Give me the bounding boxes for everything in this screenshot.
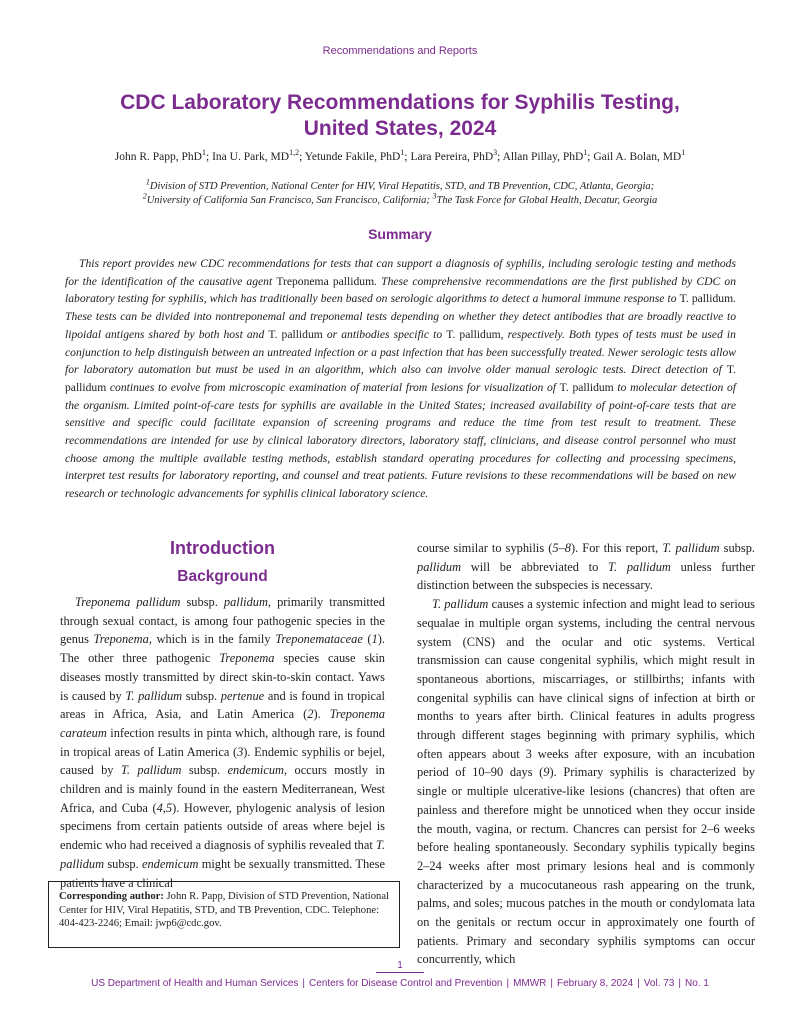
affiliation-2-marker: 2: [142, 191, 147, 200]
text-segment: endemicum: [227, 763, 284, 778]
page-number: 1: [397, 960, 403, 971]
text-segment: subsp.: [180, 595, 224, 609]
text-segment: T. pallidum: [120, 763, 182, 778]
text-segment: subsp.: [182, 688, 221, 703]
corresponding-author-label: Corresponding author:: [59, 891, 164, 902]
text-segment: 5–8: [552, 541, 571, 555]
background-paragraph-2: [417, 595, 755, 969]
text-segment: course similar to syphilis (: [417, 541, 553, 555]
text-segment: T. pallidum: [432, 597, 489, 612]
summary-segment: T. pallidum: [679, 292, 734, 306]
text-segment: subsp.: [181, 763, 228, 778]
text-segment: pertenue: [220, 688, 265, 703]
text-segment: Treponema,: [93, 632, 152, 647]
affiliation-1: Division of STD Prevention, National Center for HIV, Viral Hepatitis, STD, and TB Prevention, CDC, Atlanta, Georgia;: [149, 181, 655, 192]
author-affiliation-marker: 3: [493, 148, 498, 158]
text-segment: 4: [156, 800, 163, 815]
author-affiliation-marker: 1: [202, 148, 206, 158]
background-paragraph-1: [60, 593, 385, 892]
text-segment: T. pallidum: [608, 559, 671, 574]
right-column: [417, 535, 755, 969]
background-heading: Background: [177, 568, 268, 585]
author-affiliation-marker: 1,2: [289, 148, 300, 158]
text-segment: Treponemataceae: [275, 632, 363, 647]
text-segment: (: [362, 632, 372, 647]
text-segment: ). Primary syphilis is characterized by single or multiple ulcerative-like lesions (chancres) that often are painless and therefore might be unnoticed when they occur inside the mouth, vagina, or rectum. Chancres can persist for 2–6 weeks before healing spontaneously. Secondary syphilis typically begins 2–24 weeks after most primary lesions heal and is commonly characterized by a mucocutaneous rash appearing on the trunk, palms, and soles; mucous patches in the mouth or condylomata lata on the genitals or rectum occur in approximately one fourth of patients. Primary and secondary syphilis symptoms can occur concurrently, which: [417, 765, 755, 967]
series-label: Recommendations and Reports: [322, 45, 478, 57]
footer-separator: |: [637, 978, 640, 989]
summary-segment: . These tests can be divided into nontreponemal and treponemal tests depending on whether they detect antibodies that are broadly reactive to lipoidal antigens shared by both host and: [65, 292, 736, 341]
text-segment: might be sexually transmitted. These patients have a clinical: [60, 856, 385, 890]
summary-text: [65, 255, 736, 503]
affiliation-3: The Task Force for Global Health, Decatur, Georgia: [436, 194, 658, 206]
footer-separator: |: [550, 978, 554, 989]
text-segment: , occurs mostly in children and is mainly found in the eastern Mediterranean, West Africa, and Cuba (: [60, 763, 385, 815]
text-segment: pallidum,: [223, 595, 272, 609]
text-segment: T. pallidum: [125, 688, 183, 703]
text-segment: will be abbreviated to: [461, 559, 609, 574]
author-name: Yetunde Fakile, PhD: [304, 151, 401, 163]
author-name: Allan Pillay, PhD: [502, 151, 584, 163]
footer-item: February 8, 2024: [557, 978, 634, 989]
text-segment: Treponema: [219, 651, 275, 666]
author-name: Gail A. Bolan, MD: [593, 151, 682, 163]
summary-segment: or antibodies specific to: [322, 327, 447, 341]
text-segment: ). Endemic syphilis or bejel, caused by: [60, 744, 385, 778]
text-segment: infection results in pinta which, although rare, is found in tropical areas of Latin America (: [60, 725, 385, 759]
text-segment: ). For this report,: [571, 541, 663, 555]
text-segment: ). The other three pathogenic: [60, 632, 385, 666]
text-segment: 3: [237, 744, 244, 759]
text-segment: Treponema pallidum: [75, 595, 181, 609]
footer-item: US Department of Health and Human Services: [91, 978, 299, 989]
text-segment: ).: [313, 707, 330, 722]
summary-segment: T. pallidum: [559, 380, 614, 394]
author-name: John R. Papp, PhD: [114, 151, 202, 163]
summary-segment: This report provides new CDC recommendations for tests that can support a diagnosis of syphilis, including serologic testing and methods for the identification of the causative agent: [65, 257, 736, 288]
introduction-heading: Introduction: [170, 538, 275, 558]
text-segment: causes a systemic infection and might lead to serious sequalae in multiple organ systems, including the central nervous system (CNS) and the ocular and otic systems. Vertical transmission can cause congenital syphilis, which might result in spontaneous abortions, miscarriages, or stillbirths; infants with congenital syphilis can have clinical signs of infection at birth or months to years after birth. Clinical features in adults progress through different stages beginning with primary syphilis, which often appears about 3 weeks after exposure, with an incubation period of 10–90 days (: [417, 597, 755, 780]
summary-segment: continues to evolve from microscopic examination of material from lesions for visualization of: [106, 380, 560, 394]
footer-separator: |: [506, 978, 510, 989]
text-segment: primarily transmitted through sexual contact, is among four pathogenic species in the genus: [60, 595, 385, 647]
footer-item: Centers for Disease Control and Prevention: [309, 978, 503, 989]
affiliation-1-marker: 1: [145, 177, 150, 187]
summary-segment: to molecular detection of the organism. Limited point-of-care tests for syphilis are available in the United States; increased availability of point-of-care tests that are sensitive and specific could facilitate expansion of screening programs and reduce the time from test result to treatment. These recommendations are intended for use by clinical laboratory directors, laboratory staff, clinicians, and disease control personnel who must choose among the multiple available testing methods, establish standard operating procedures for collecting and processing specimens, interpret test results for laboratory reporting, and counsel and treat patients. Future revisions to these recommendations will be based on new research or technologic advancements for syphilis clinical laboratory science.: [65, 380, 736, 501]
summary-segment: T. pallidum: [446, 327, 501, 341]
footer-item: MMWR: [513, 978, 547, 989]
text-segment: which is in the family: [151, 632, 276, 647]
summary-segment: . These comprehensive recommendations are the first published by CDC on laboratory testing for syphilis, which has traditionally been based on serologic algorithms to detect a humoral immune response to: [65, 274, 737, 306]
text-segment: endemicum: [141, 856, 199, 871]
footer-separator: |: [678, 978, 681, 989]
text-segment: T. pallidum: [662, 541, 720, 555]
text-segment: species cause skin diseases mostly transmitted by direct skin-to-skin contact. Yaws is caused by: [60, 651, 385, 703]
text-segment: 9: [543, 765, 550, 780]
summary-segment: Treponema pallidum: [276, 274, 375, 288]
author-affiliation-marker: 1: [681, 148, 686, 158]
corresponding-author-text: John R. Papp, Division of STD Prevention, National Center for HIV, Viral Hepatitis, STD, and TB Prevention, CDC. Telephone: 404-423-2246; Email: jwp6@cdc.gov.: [59, 891, 389, 929]
author-name: Lara Pereira, PhD: [410, 151, 494, 163]
journal-footer: [0, 978, 800, 989]
left-column: [60, 535, 385, 892]
text-segment: Treponema carateum: [60, 707, 385, 740]
text-segment: 2: [307, 707, 314, 722]
text-segment: T. pallidum: [60, 838, 385, 871]
author-list: John R. Papp, PhD$^1$; Ina U. Park, MD$^{1,2}$; Yetunde Fakile, PhD$^1$; Lara Pereira, PhD$^3$; Allan Pillay, PhD$^1$; Gail A. Bolan, $MD^1$: [114, 148, 686, 163]
footer-item: Vol. 73: [643, 978, 675, 989]
author-affiliation-marker: 1: [400, 148, 405, 158]
footer-item: No. 1: [685, 978, 709, 989]
title-line-1: CDC Laboratory Recommendations for Syphilis Testing,: [120, 91, 680, 114]
text-segment: and is found in tropical areas in Africa, Asia, and Latin America (: [60, 688, 385, 722]
summary-segment: , respectively. Both types of tests must be used in conjunction to help distinguish between an untreated infection or a past infection that has been successfully treated. Newer serologic tests allow for laboratory automation but must be used in an algorithm, which also can involve older manual serologic tests. Direct detection of: [65, 327, 736, 377]
summary-segment: T. pallidum: [268, 327, 323, 341]
affiliation-2: University of California San Francisco, San Francisco, California;: [146, 194, 430, 206]
text-segment: subsp.: [719, 541, 755, 555]
title-line-2: United States, 2024: [303, 117, 497, 140]
article-title: [60, 90, 740, 142]
text-segment: ). However, phylogenic analysis of lesion specimens from certain patients outside of areas where bejel is endemic who had received a diagnosis of syphilis revealed that: [60, 800, 385, 853]
summary-segment: T. pallidum: [65, 363, 736, 394]
text-segment: pallidum: [417, 559, 462, 574]
footer-rule: [376, 972, 424, 973]
text-segment: ,: [162, 800, 166, 815]
affiliation-3-marker: 3: [432, 191, 437, 200]
corresponding-author-box: [48, 881, 400, 948]
author-name: Ina U. Park, MD: [212, 151, 290, 163]
summary-heading: Summary: [368, 226, 432, 242]
affiliations: [60, 177, 740, 207]
author-affiliation-marker: 1: [583, 148, 588, 158]
background-paragraph-1-continued: [417, 539, 755, 595]
text-segment: subsp.: [104, 856, 142, 871]
text-segment: 5: [165, 800, 173, 815]
text-segment: 1: [371, 632, 378, 647]
text-segment: unless further distinction between the subspecies is necessary.: [417, 559, 755, 593]
footer-separator: |: [302, 978, 306, 989]
